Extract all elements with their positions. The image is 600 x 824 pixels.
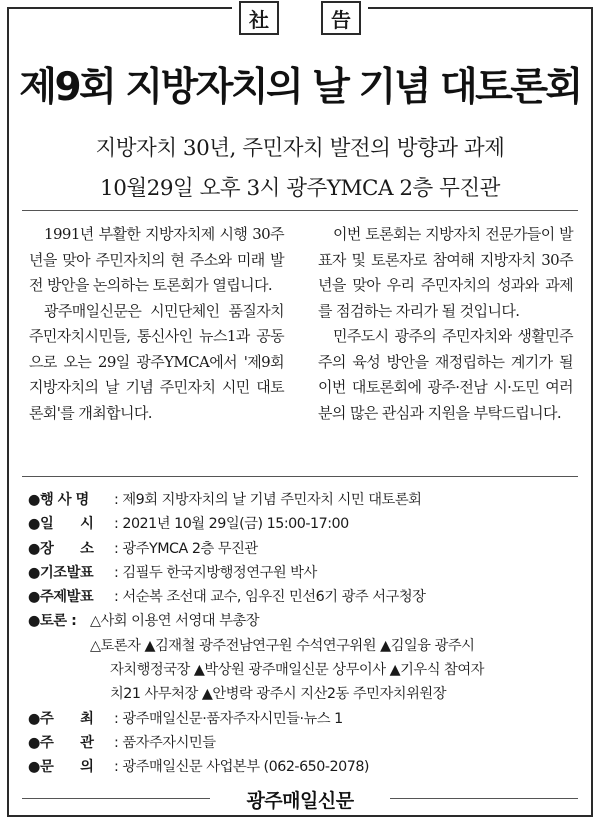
info-label: 주 관 <box>39 734 94 751</box>
bullet-icon: ● <box>28 710 40 727</box>
body-paragraph: 1991년 부활한 지방자치제 시행 30주년을 맞아 주민자치의 현 주소와 미래 발전 방안을 논의하는 토론회가 열립니다. <box>29 225 284 294</box>
info-value: : 2021년 10월 29일(금) 15:00-17:00 <box>114 516 349 533</box>
subtitle-theme: 지방자치 30년, 주민자치 발전의 방향과 과제 <box>95 136 505 161</box>
bullet-icon: ● <box>28 564 40 581</box>
subtitle-schedule: 10월29일 오후 3시 광주YMCA 2층 무진관 <box>100 176 500 201</box>
info-row-inquiry <box>28 755 584 779</box>
body-paragraph: 민주도시 광주의 주민자치와 생활민주주의 육성 방안을 재정립하는 계기가 될 이번 대토론회에 광주·전남 시·도민 여러분의 많은 관심과 지원을 부탁드립니다. <box>318 327 573 422</box>
info-label: 토론 : <box>39 613 77 630</box>
info-value: : 김필두 한국지방행정연구원 박사 <box>114 564 317 581</box>
panel-moderator: △사회 이용연 서영대 부총장 <box>90 613 260 630</box>
info-row-event-name <box>28 488 584 512</box>
info-row-venue <box>28 537 584 561</box>
divider-middle <box>22 476 578 477</box>
info-row-keynote <box>28 561 584 585</box>
panel-discussants-line: 치21 사무처장 ▲안병락 광주시 지산2동 주민자치위원장 <box>110 686 447 703</box>
info-label: 문 의 <box>39 759 94 776</box>
body-column-right <box>318 222 573 426</box>
bullet-icon: ● <box>28 613 40 630</box>
info-value: : 광주매일신문 사업본부 (062-650-2078) <box>114 759 369 776</box>
seal-box-2: 告 <box>321 1 361 35</box>
panel-discussants-line: △토론자 ▲김재철 광주전남연구원 수석연구위원 ▲김일융 광주시 <box>90 637 475 654</box>
info-row-organizer <box>28 731 584 755</box>
info-label: 장 소 <box>39 540 94 557</box>
info-label: 주제발표 <box>39 589 94 606</box>
seal-row <box>0 1 600 37</box>
info-label: 주 최 <box>39 710 94 727</box>
bullet-icon: ● <box>28 734 40 751</box>
event-info <box>28 488 584 780</box>
headline: 제9회 지방자치의 날 기념 대토론회 <box>19 65 581 110</box>
info-row-presentation <box>28 585 584 609</box>
bullet-icon: ● <box>28 540 40 557</box>
info-value: : 광주YMCA 2층 무진관 <box>114 540 258 557</box>
divider-top <box>22 210 578 211</box>
info-label: 행 사 명 <box>39 492 89 508</box>
bullet-icon: ● <box>28 492 40 508</box>
seal-box-1: 社 <box>239 1 279 35</box>
info-row-datetime <box>28 512 584 536</box>
info-value: : 제9회 지방자치의 날 기념 주민자치 시민 대토론회 <box>114 492 422 508</box>
info-value: : 광주매일신문·품자주자시민들·뉴스 1 <box>114 710 343 727</box>
bullet-icon: ● <box>28 589 40 606</box>
info-row-host <box>28 707 584 731</box>
info-row-panel <box>28 609 584 633</box>
info-value: : 품자주자시민들 <box>114 734 216 751</box>
bullet-icon: ● <box>28 516 40 533</box>
panel-discussants-line: 자치행정국장 ▲박상원 광주매일신문 상무이사 ▲기우식 참여자 <box>110 662 484 679</box>
body-column-left <box>29 222 284 426</box>
newspaper-logo: 광주매일신문 <box>246 790 354 812</box>
bullet-icon: ● <box>28 759 40 776</box>
info-label: 일 시 <box>39 516 94 533</box>
info-value: : 서순복 조선대 교수, 임우진 민선6기 광주 서구청장 <box>114 589 426 606</box>
body-paragraph: 이번 토론회는 지방자치 전문가들이 발표자 및 토론자로 참여해 지방자치 30주년을 맞아 우리 주민자치의 성과와 과제를 점검하는 자리가 될 것입니다. <box>318 225 573 320</box>
body-paragraph: 광주매일신문은 시민단체인 품질자치주민자치시민들, 통신사인 뉴스1과 공동으로 오는 29일 광주YMCA에서 '제9회 지방자치의 날 기념 주민자치 시민 대토론회'를 개최합니다. <box>29 301 284 422</box>
info-label: 기조발표 <box>39 564 94 581</box>
